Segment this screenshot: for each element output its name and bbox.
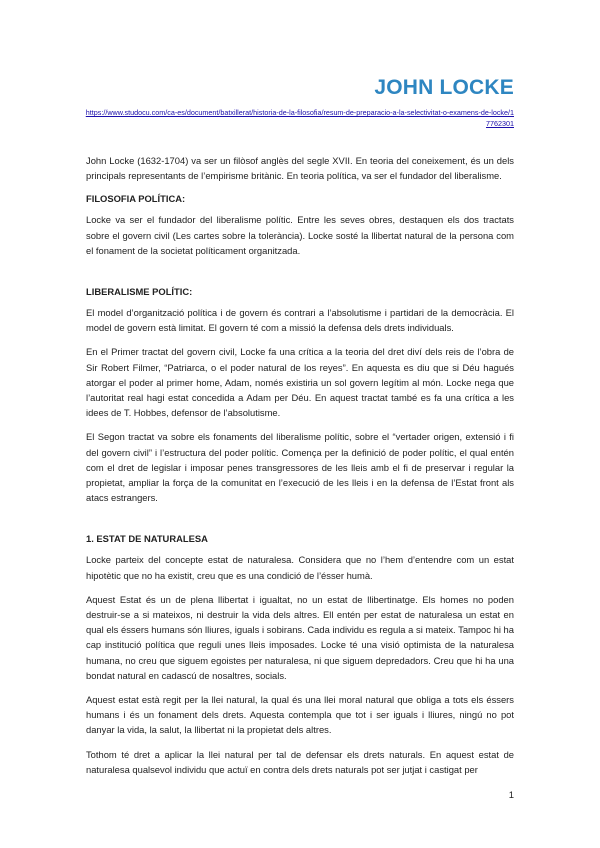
- document-title: JOHN LOCKE: [374, 76, 514, 99]
- section-heading-liberalisme-politic: LIBERALISME POLÍTIC:: [86, 286, 193, 298]
- spacer: [86, 514, 514, 532]
- paragraph: El model d’organització política i de govern és contrari a l’absolutisme i partidari de la democràcia. El model de govern està limitat. El govern té com a missió la defensa dels drets individuals.: [86, 307, 514, 334]
- paragraph: Aquest Estat és un de plena llibertat i igualtat, no un estat de llibertinatge. Els homes no poden destruir-se a si mateixos, ni destruir la vida dels altres. Ell entén per estat de naturalesa un estat en qual els éssers humans són lliures, iguals i sobirans. Cada individu es regula a si mateix. Tampoc hi ha cap institució política que reguli unes lleis imposades. Locke té una visió optimista de la naturalesa humana, no creu que siguem egoistes per naturalesa, ni que siguem depredadors. Creu que hi ha una bondat natural en cadascú de nosaltres, socials.: [86, 593, 514, 681]
- paragraph: Aquest estat està regit per la llei natural, la qual és una llei moral natural que obliga a tots els éssers humans i és un fonament dels drets. Aquesta contempla que tot i ser iguals i lliures, ningú no pot danyar la vida, la salut, la llibertat ni la propietat dels altres.: [86, 694, 514, 736]
- paragraph: En el Primer tractat del govern civil, Locke fa una crítica a la teoria del dret diví dels reis de l’obra de Sir Robert Filmer, “Patriarca, o el poder natural de los reyes”. En aquesta es diu que si Déu hagués atorgar el poder al primer home, Adam, només existiria un sol govern legítim al món. Locke nega que l’autoritat real hagi estat concedida a Adam per Déu. En aquest tractat també es fa una crítica a les idees de T. Hobbes, defensor de l’absolutisme.: [86, 346, 514, 419]
- source-link[interactable]: https://www.studocu.com/ca-es/document/batxillerat/historia-de-la-filosofia/resum-de-preparacio-a-la-selectivitat-o-examens-de-locke/17762301: [85, 108, 514, 128]
- section-heading-filosofia-politica: FILOSOFIA POLÍTICA:: [86, 193, 186, 205]
- spacer: [86, 267, 514, 285]
- paragraph: El Segon tractat va sobre els fonaments del liberalisme polític, sobre el “vertader origen, extensió i fi del govern civil” i l’estructura del poder polític. Comença per la definició de poder polític, el qual entén com el dret de legislar i imposar penes transgressores de les lleis amb el fi de preservar i regular la propietat, ampliar la força de la comunitat en l’execució de les lleis i en la defensa de l’Estat front als atacs estrangers.: [86, 431, 514, 504]
- section-heading-estat-de-naturalesa: 1. ESTAT DE NATURALESA: [86, 533, 208, 545]
- paragraph: Locke parteix del concepte estat de naturalesa. Considera que no l’hem d’entendre com un estat hipotètic que no ha existit, creu que es una condició de l’ésser humà.: [86, 554, 514, 581]
- intro-paragraph: John Locke (1632-1704) va ser un filòsof anglès del segle XVII. En teoria del coneixement, és un dels principals representants de l’empirisme britànic. En teoria política, va ser el fundador del liberalisme.: [86, 155, 514, 182]
- paragraph: Locke va ser el fundador del liberalisme polític. Entre les seves obres, destaquen els dos tractats sobre el govern civil (Les cartes sobre la tolerància). Locke sosté la llibertat natural de la persona com el fonament de la societat políticament organitzada.: [86, 214, 514, 256]
- page-number: 1: [508, 790, 514, 801]
- document-body: [86, 153, 514, 786]
- paragraph: Tothom té dret a aplicar la llei natural per tal de defensar els drets naturals. En aquest estat de naturalesa qualsevol individu que actuï en contra dels drets naturals pot ser jutjat i castigat per: [86, 748, 514, 775]
